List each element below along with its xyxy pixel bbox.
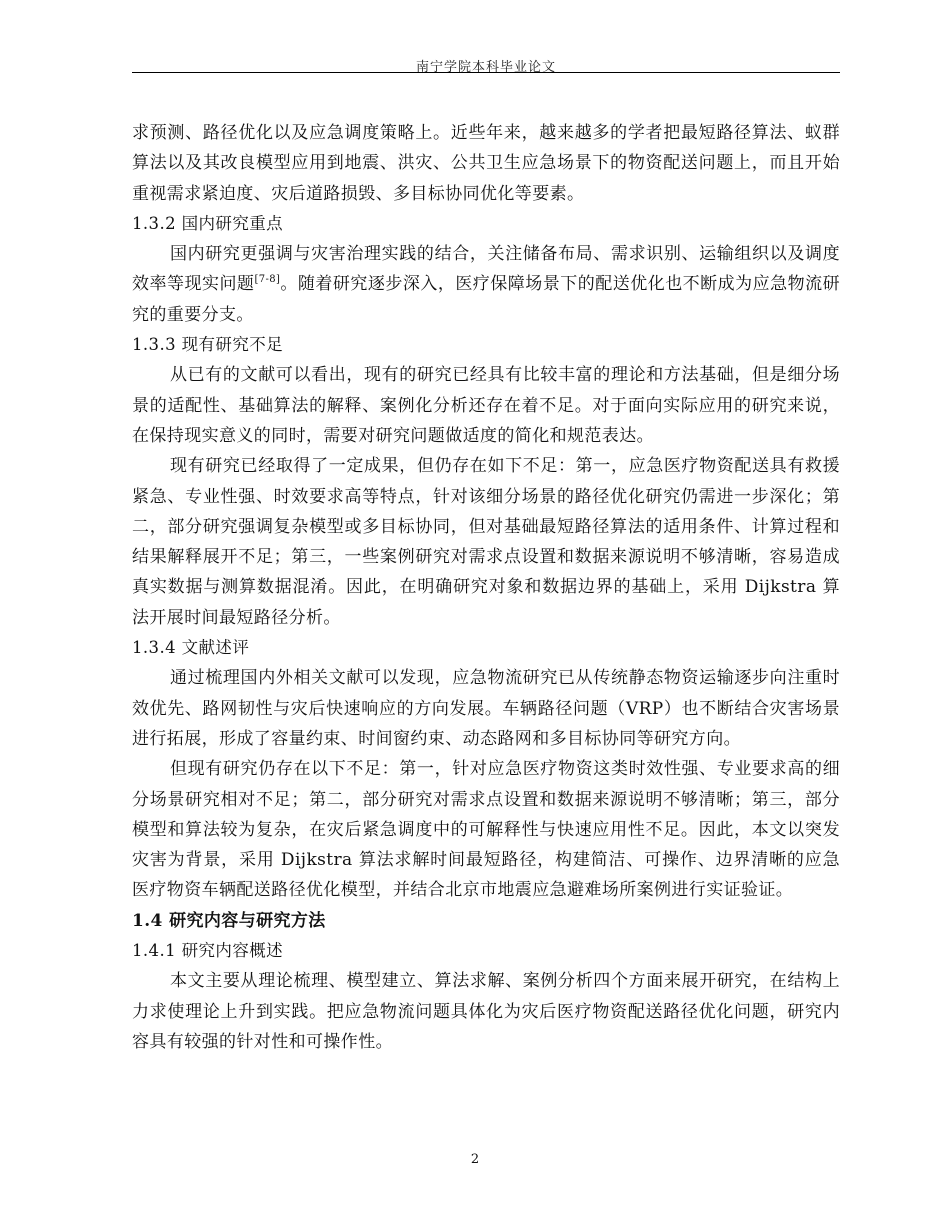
paragraph-1-3-3-a: 从已有的文献可以看出，现有的研究已经具有比较丰富的理论和方法基础，但是细分场景的适配性、基础算法的解释、案例化分析还存在着不足。对于面向实际应用的研究来说，在保持现实意义的同时，需要对研究问题做适度的简化和规范表达。	[132, 365, 840, 446]
paragraph-1-3-4-b: 但现有研究仍存在以下不足：第一，针对应急医疗物资这类时效性强、专业要求高的细分场景研究相对不足；第二，部分研究对需求点设置和数据来源说明不够清晰；第三，部分模型和算法较为复杂，在灾后紧急调度中的可解释性与快速应用性不足。因此，本文以突发灾害为背景，采用 Dijkstra 算法求解时间最短路径，构建简洁、可操作、边界清晰的应急医疗物资车辆配送路径优化模型，并结合北京市地震应急避难场所案例进行实证验证。	[132, 759, 840, 901]
body-text	[132, 118, 840, 1057]
citation-7-8: [7-8]	[254, 274, 281, 286]
paragraph-intro: 求预测、路径优化以及应急调度策略上。近些年来，越来越多的学者把最短路径算法、蚁群算法以及其改良模型应用到地震、洪灾、公共卫生应急场景下的物资配送问题上，而且开始重视需求紧迫度、灾后道路损毁、多目标协同优化等要素。	[132, 123, 840, 204]
running-header: 南宁学院本科毕业论文	[415, 60, 556, 75]
header-rule	[132, 72, 840, 73]
paragraph-1-3-2	[132, 239, 840, 330]
heading-1-3-3: 1.3.3 现有研究不足	[132, 335, 284, 355]
heading-1-3-4: 1.3.4 文献述评	[132, 638, 250, 658]
page-number: 2	[470, 1152, 480, 1167]
paragraph-1-3-2-main: 国内研究更强调与灾害治理实践的结合，关注储备布局、需求识别、运输组织以及调度效率等现实问题	[132, 244, 840, 295]
paragraph-1-3-3-b: 现有研究已经取得了一定成果，但仍存在如下不足：第一，应急医疗物资配送具有救援紧急、专业性强、时效要求高等特点，针对该细分场景的路径优化研究仍需进一步深化；第二，部分研究强调复杂模型或多目标协同，但对基础最短路径算法的适用条件、计算过程和结果解释展开不足；第三，一些案例研究对需求点设置和数据来源说明不够清晰，容易造成真实数据与测算数据混淆。因此，在明确研究对象和数据边界的基础上，采用 Dijkstra 算法开展时间最短路径分析。	[132, 456, 840, 628]
paragraph-1-3-2-tail: 。随着研究逐步深入，医疗保障场景下的配送优化也不断成为应急物流研究的重要分支。	[132, 274, 840, 325]
heading-1-4: 1.4 研究内容与研究方法	[132, 910, 326, 931]
paragraph-1-4-1: 本文主要从理论梳理、模型建立、算法求解、案例分析四个方面来展开研究，在结构上力求使理论上升到实践。把应急物流问题具体化为灾后医疗物资配送路径优化问题，研究内容具有较强的针对性和可操作性。	[132, 971, 840, 1052]
heading-1-3-2: 1.3.2 国内研究重点	[132, 213, 284, 233]
heading-1-4-1: 1.4.1 研究内容概述	[132, 941, 284, 961]
paragraph-1-3-4-a: 通过梳理国内外相关文献可以发现，应急物流研究已从传统静态物资运输逐步向注重时效优先、路网韧性与灾后快速响应的方向发展。车辆路径问题（VRP）也不断结合灾害场景进行拓展，形成了容量约束、时间窗约束、动态路网和多目标协同等研究方向。	[132, 668, 840, 749]
